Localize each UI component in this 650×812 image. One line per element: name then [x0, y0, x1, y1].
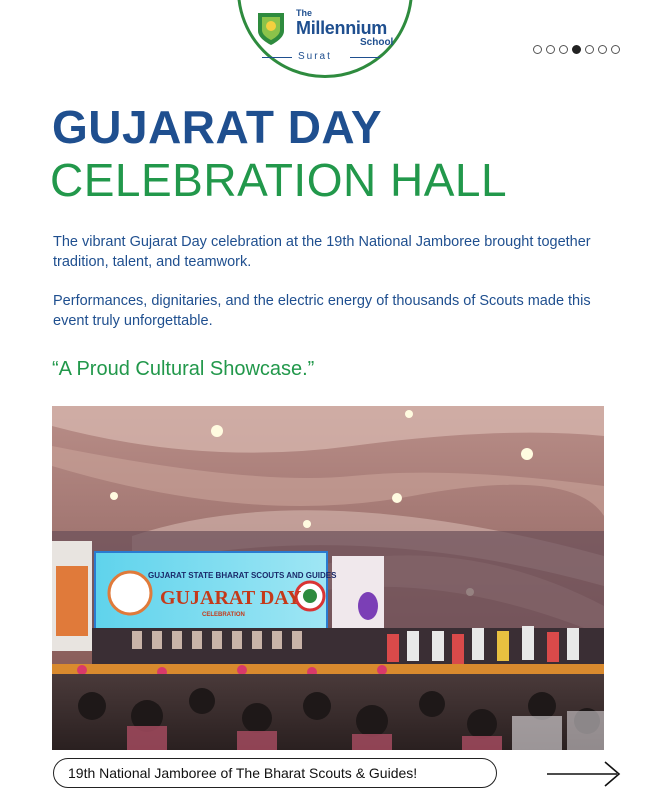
stage-banner-sub: CELEBRATION — [202, 612, 245, 618]
page-title: GUJARAT DAY — [52, 101, 383, 153]
carousel-dot[interactable] — [572, 45, 581, 54]
shield-icon — [256, 11, 286, 47]
logo-name: Millennium — [296, 18, 387, 38]
carousel-dot[interactable] — [598, 45, 607, 54]
page-subtitle: CELEBRATION HALL — [50, 154, 508, 206]
logo-city: Surat — [298, 51, 332, 62]
event-photo — [52, 406, 604, 750]
carousel-dot[interactable] — [533, 45, 542, 54]
school-logo — [237, 0, 413, 78]
carousel-dot[interactable] — [611, 45, 620, 54]
logo-divider-right — [350, 57, 380, 58]
carousel-dot[interactable] — [546, 45, 555, 54]
quote-text: “A Proud Cultural Showcase.” — [52, 358, 315, 380]
intro-paragraph: The vibrant Gujarat Day celebration at the 19th National Jamboree brought together tradition, talent, and teamwork. — [53, 234, 591, 270]
detail-paragraph: Performances, dignitaries, and the electric energy of thousands of Scouts made this event truly unforgettable. — [53, 293, 591, 329]
carousel-indicator — [533, 45, 620, 54]
arrow-right-icon[interactable] — [545, 758, 625, 790]
stage-banner-top: GUJARAT STATE BHARAT SCOUTS AND GUIDES — [148, 571, 337, 580]
stage-banner-main: GUJARAT DAY — [160, 587, 302, 609]
caption-pill — [53, 758, 497, 788]
carousel-dot[interactable] — [559, 45, 568, 54]
logo-school-text: School — [360, 37, 394, 48]
logo-small-text: The — [296, 8, 313, 18]
logo-divider-left — [262, 57, 292, 58]
carousel-dot[interactable] — [585, 45, 594, 54]
caption-text: 19th National Jamboree of The Bharat Scouts & Guides! — [68, 765, 418, 781]
